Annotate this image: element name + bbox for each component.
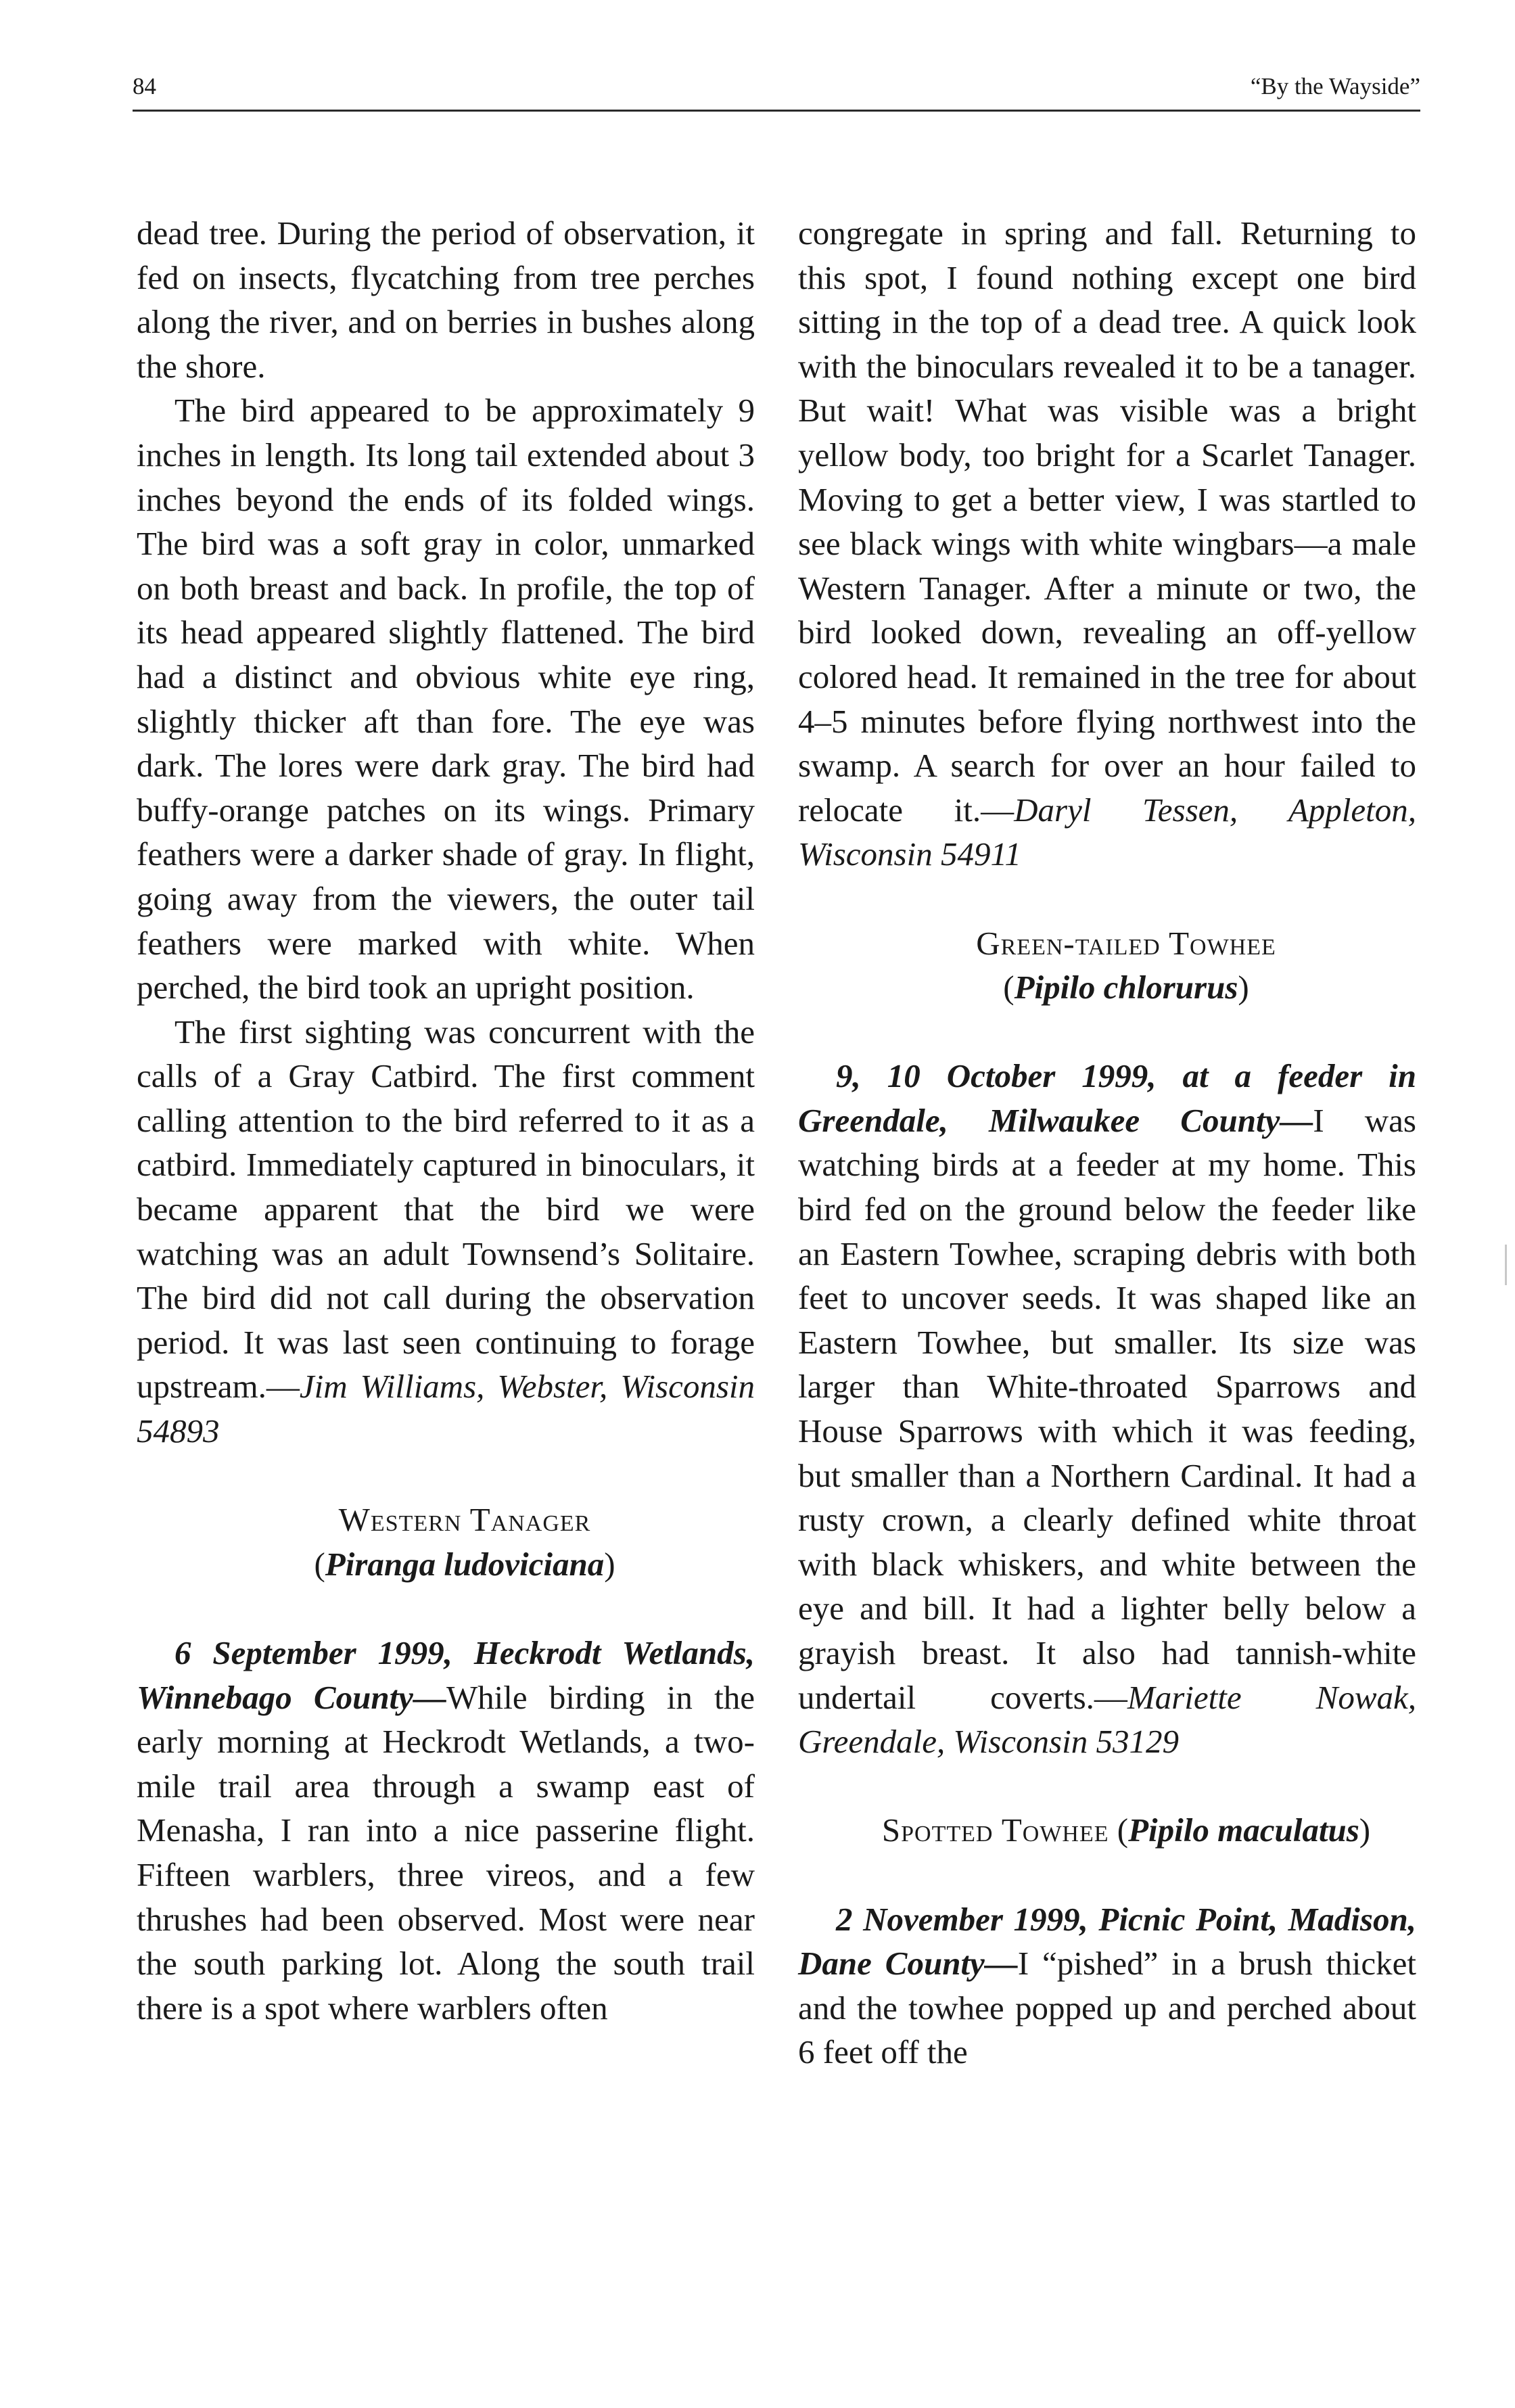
western-tanager-scientific-heading: (Piranga ludoviciana) bbox=[314, 1545, 615, 1583]
green-tailed-towhee-signature: Mariette Nowak, Greendale, Wisconsin 53129 bbox=[798, 1678, 1416, 1761]
spotted-towhee-text: I “pished” in a brush thicket and the towhee popped up and perched about 6 feet off the bbox=[798, 1945, 1416, 2071]
spotted-towhee-common-name: Spotted Towhee bbox=[881, 1811, 1109, 1849]
spotted-towhee-lead: 2 November 1999, Picnic Point, Madison, Dane County— bbox=[798, 1900, 1416, 1983]
western-tanager-lead: 6 September 1999, Heckrodt Wetlands, Winnebago County— bbox=[137, 1634, 755, 1716]
green-tailed-towhee-heading bbox=[798, 921, 1416, 966]
western-tanager-scientific-name: Piranga ludoviciana bbox=[325, 1545, 605, 1583]
spotted-towhee-heading: Spotted Towhee (Pipilo maculatus) bbox=[881, 1811, 1371, 1849]
running-head bbox=[133, 68, 1420, 112]
spotted-towhee-paragraph bbox=[798, 1897, 1416, 2075]
solitaire-paragraph-2: The bird appeared to be approximately 9 inches in length. Its long tail extended about 3 inches beyond the ends of its folded wings. The bird was a soft gray in color, unmarked on both breast and back. In profile, the top of its head appeared slightly flattened. The bird had a distinct and obvious white eye ring, slightly thicker aft than fore. The eye was dark. The lores were dark gray. The bird had buffy-orange patches on its wings. Primary feathers were a darker shade of gray. In flight, going away from the viewers, the outer tail feathers were marked with white. When perched, the bird took an upright position. bbox=[137, 392, 755, 1006]
page-number: 84 bbox=[133, 73, 156, 99]
solitaire-paragraph-1: dead tree. During the period of observation, it fed on insects, flycatching from tree perches along the river, and on berries in bushes along the shore. bbox=[137, 214, 755, 385]
green-tailed-towhee-paragraph bbox=[798, 1054, 1416, 1764]
western-tanager-common-name: Western Tanager bbox=[338, 1501, 591, 1539]
green-tailed-towhee-text: I was watching birds at a feeder at my home. This bird fed on the ground below the feeder like an Eastern Towhee, scraping debris with both feet to uncover seeds. It was shaped like an Eastern Towhee, but smaller. Its size was larger than White-throated Sparrows and House Sparrows with which it was feeding, but smaller than a Northern Cardinal. It had a rusty crown, a clearly defined white throat with black whiskers, and white between the eye and bill. It had a lighter belly below a grayish breast. It also had tannish-white undertail coverts.— bbox=[798, 1101, 1416, 1716]
solitaire-signature: Jim Williams, Webster, Wisconsin 54893 bbox=[137, 1368, 755, 1450]
western-tanager-text: While birding in the early morning at Heckrodt Wetlands, a two-mile trail area through a swamp east of Menasha, I ran into a nice passerine flight. Fifteen warblers, three vireos, and a few thrushes had been observed. Most were near the south parking lot. Along the south trail there is a spot where warblers often bbox=[137, 1678, 755, 2027]
running-title: “By the Wayside” bbox=[1250, 73, 1420, 99]
scan-margin-mark bbox=[1505, 1245, 1507, 1285]
western-tanager-continued-text: congregate in spring and fall. Returning to this spot, I found nothing except one bird sitting in the top of a dead tree. A quick look with the binoculars revealed it to be a tanager. But wait! What was visible was a bright yellow body, too bright for a Scarlet Tanager. Moving to get a better view, I was startled to see black wings with white wingbars—a male Western Tanager. After a minute or two, the bird looked down, revealing an off-yellow colored head. It remained in the tree for about 4–5 minutes before flying northwest into the swamp. A search for over an hour failed to relocate it.— bbox=[798, 214, 1416, 829]
western-tanager-signature: Daryl Tessen, Appleton, Wisconsin 54911 bbox=[798, 791, 1416, 873]
green-tailed-towhee-scientific-name: Pipilo chlorurus bbox=[1014, 969, 1238, 1006]
western-tanager-continued bbox=[798, 211, 1416, 877]
solitaire-paragraph-3 bbox=[137, 1010, 755, 1454]
western-tanager-paragraph bbox=[137, 1631, 755, 2030]
green-tailed-towhee-common-name: Green-tailed Towhee bbox=[976, 924, 1276, 962]
western-tanager-heading bbox=[137, 1498, 755, 1542]
left-column bbox=[137, 211, 755, 2030]
green-tailed-towhee-lead: 9, 10 October 1999, at a feeder in Greendale, Milwaukee County— bbox=[798, 1057, 1416, 1139]
green-tailed-towhee-scientific-heading: (Pipilo chlorurus) bbox=[1003, 969, 1249, 1006]
solitaire-paragraph-3-text: The first sighting was concurrent with the calls of a Gray Catbird. The first comment calling attention to the bird referred to it as a catbird. Immediately captured in binoculars, it became apparent that the bird we were watching was an adult Townsend’s Solitaire. The bird did not call during the observation period. It was last seen continuing to forage upstream.— bbox=[137, 1013, 755, 1406]
spotted-towhee-scientific-name: Pipilo maculatus bbox=[1128, 1811, 1359, 1849]
scan-artifact bbox=[636, 0, 974, 12]
right-column bbox=[798, 211, 1416, 2075]
